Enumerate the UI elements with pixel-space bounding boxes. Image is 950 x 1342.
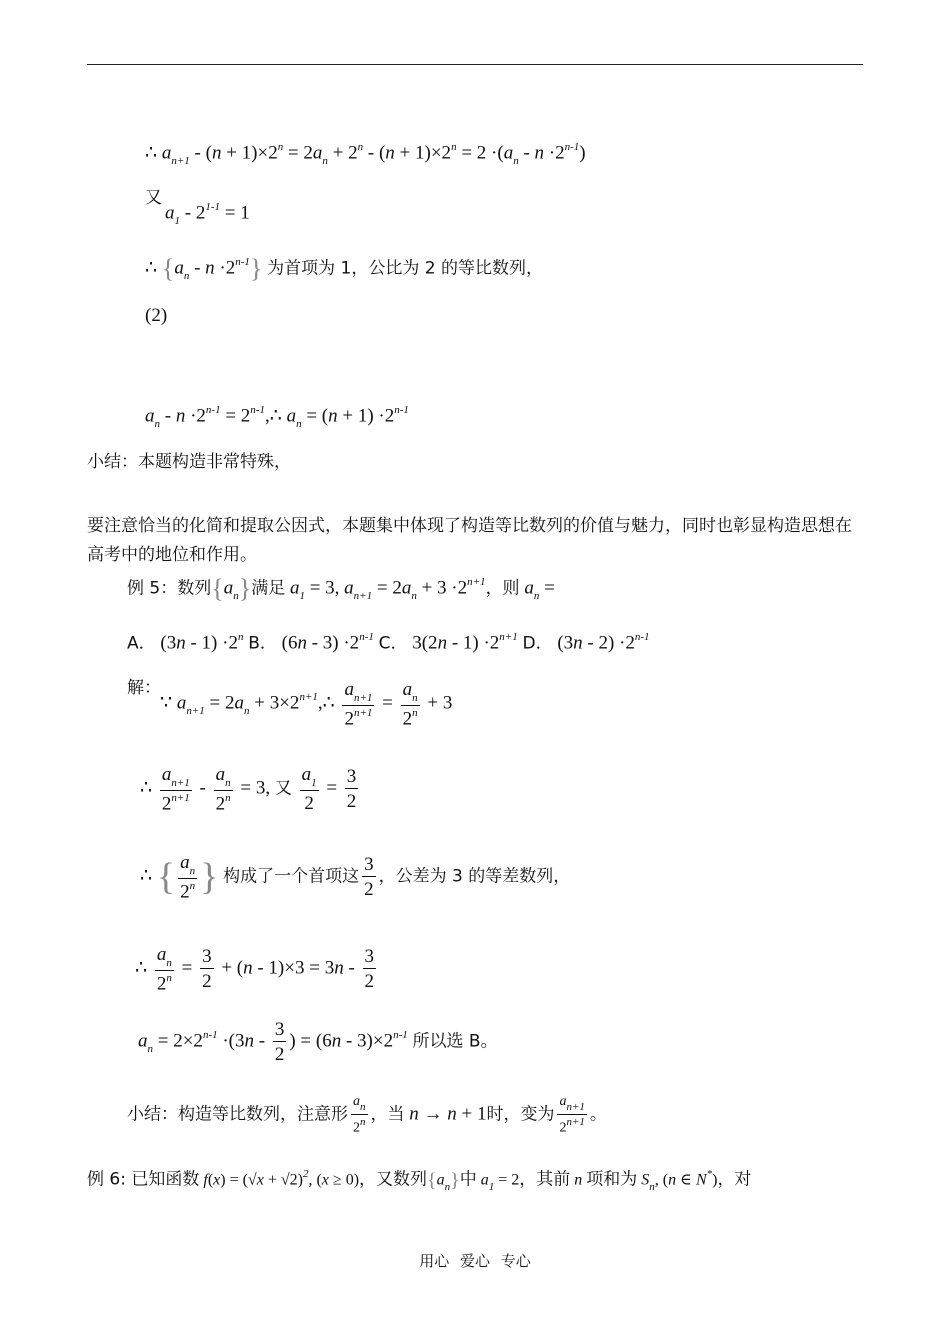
equation-line-2 (145, 188, 162, 207)
summary-1: 小结：本题构造非常特殊， (87, 452, 291, 472)
example-6-b: ，又数列 (359, 1169, 428, 1190)
example-5-line: 例 5：数列$\{a_n\}$满足 $a_1 = 3$, $a_{n+1} = 2a_n + 3 \cdot 2^{n+1}$，则 $a_n$ = (127, 574, 555, 603)
summary-2: 小结：构造等比数列，注意形 $\frac{a_n}{2^n}$ ，当 n → n + 1时，变为 $\frac{a_{n+1}}{2^{n+1}}$ 。 (127, 1094, 607, 1136)
equation-line-1: ∴ $a_{n+1} - (n + 1)\times 2^n = 2a_n + 2^n - (n + 1)\times 2^n = 2 \cdot(a_n - n \cdot 2^{n-1})$ (145, 141, 586, 168)
summary-paragraph: 要注意恰当的化简和提取公因式，本题集中体现了构造等比数列的价值与魅力，同时也彰显构造思想在高考中的地位和作用。 (87, 516, 852, 565)
then-text: ，则 (485, 578, 520, 599)
solution-equation-2: ∴ $\frac{a_{n+1}}{2^{n+1}}$ - $\frac{a_n}{2^n}$ = 3, 又 $\frac{a_1}{2}$ = $\frac{3}{2}$ (140, 764, 357, 815)
example-6-d: ，其前 (519, 1169, 571, 1190)
solution-equation-4: ∴ $\frac{a_n}{2^n}$ = $\frac{3}{2}$ + (n - 1)×3 = 3n - $\frac{3}{2}$ (135, 944, 375, 995)
solution-equation-1: ∵ $a_{n+1} = 2a_n$ + $3\times 2^{n+1},\therefore$ $\frac{a_{n+1}}{2^{n+1}}$ = $\frac{a_n}{2^n}$ + 3 (160, 679, 453, 730)
summary-2-d: 。 (589, 1104, 607, 1125)
example-6-f: ，对 (717, 1169, 752, 1190)
constitute-text: 构成了一个首项这 (223, 866, 360, 887)
page-footer: 用心 爱心 专心 (419, 1252, 531, 1270)
choose-b-text: 所以选 B。 (412, 1031, 498, 1052)
example-6-e: 项和为 (586, 1169, 638, 1190)
summary-2-b: ，当 (370, 1104, 405, 1125)
solution-equation-3: ∴ { $\frac{a_n}{2^n}$ } 构成了一个首项这 $\frac{3}{2}$ ，公差为 3 的等差数列， (140, 852, 571, 903)
equation-an-result: $a_n - n \cdot 2^{n-1}$ = $2^{n-1},\therefore$ $a_n = (n + 1) \cdot 2^{n-1}$ (145, 404, 409, 431)
option-c-label: C． (378, 633, 408, 654)
satisfy-text: 满足 (251, 578, 286, 599)
equation-line-3: ∴ $\{a_n - n \cdot 2^{n-1}\}$ 为首项为 1，公比为 2 的等比数列， (145, 254, 543, 283)
common-difference-text: ，公差为 3 的等差数列， (378, 866, 571, 887)
example-6-line: 例 6: 已知函数 $f(x) = (√x + √2)^2$, (x ≥ 0)，又数列$\{a_n\}$中 $a_1 = 2$，其前 n 项和为 $S_n$, (n ∈ N*)，对 (87, 1168, 752, 1193)
you-char: 又 (145, 188, 162, 208)
solution-equation-5: $a_n = 2\times 2^{n-1} \cdot(3n$ - $\frac{3}{2}$ ) = $(6n - 3)\times 2^{n-1}$ 所以选 B。 (138, 1019, 498, 1065)
example-5-label: 例 5：数列 (127, 578, 212, 599)
geometric-sequence-text: 为首项为 1，公比为 2 的等比数列， (267, 258, 543, 279)
header-rule (87, 64, 863, 65)
equation-a1: $a_1 - 2^{1-1} = 1$ (165, 201, 250, 228)
summary-2-a: 小结：构造等比数列，注意形 (127, 1104, 348, 1125)
solution-label: 解： (127, 678, 161, 698)
part-2-label: (2) (145, 305, 168, 326)
options-line: A． $(3n - 1) \cdot 2^n$ B． $(6n - 3) \cdot 2^{n-1}$ C． $3(2n - 1) \cdot 2^{n+1}$ D． $(3n - 2) \cdot 2^{n-1}$ (127, 631, 650, 654)
option-a-label: A． (127, 633, 156, 654)
example-6-label: 例 6: 已知函数 (87, 1169, 200, 1190)
you-char-2: 又 (274, 778, 292, 799)
summary-2-c: 时，变为 (486, 1104, 555, 1125)
example-6-c: 中 (459, 1169, 477, 1190)
option-d-label: D． (522, 633, 553, 654)
option-b-label: B． (248, 633, 277, 654)
